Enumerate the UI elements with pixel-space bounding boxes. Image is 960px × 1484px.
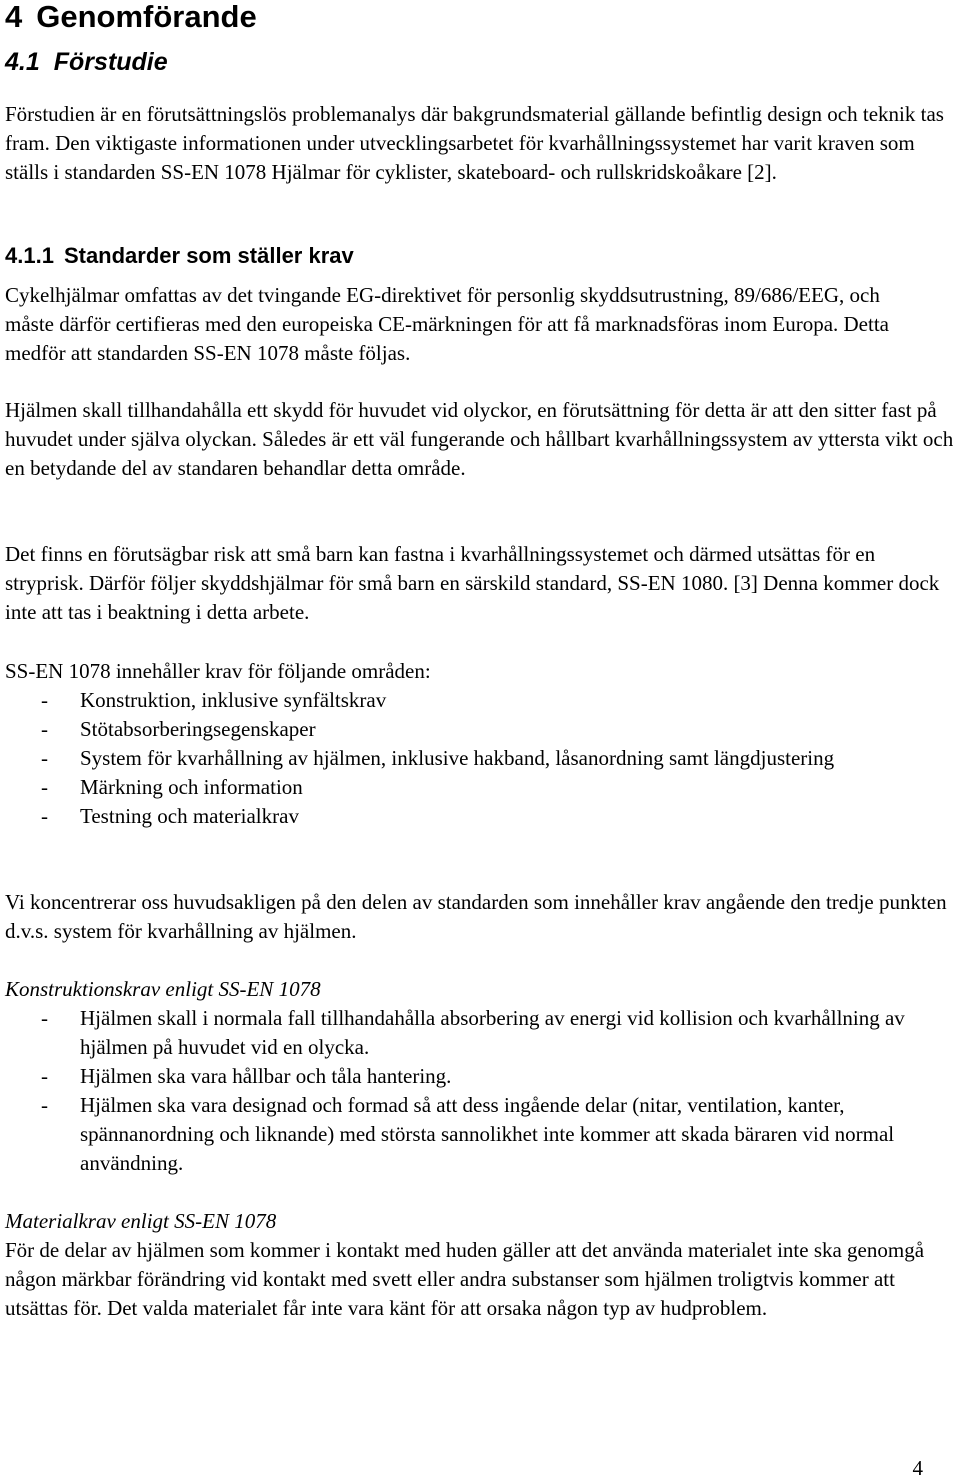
- list-item: [5, 715, 955, 744]
- list-dash: -: [41, 1006, 48, 1030]
- list-item-text: Hjälmen skall i normala fall tillhandahålla absorbering av energi vid kollision och kvarhållning av hjälmen på huvudet vid en olycka.: [80, 1006, 905, 1059]
- list-item: [5, 773, 955, 802]
- list-dash: -: [41, 717, 48, 741]
- document-page: [5, 0, 955, 1320]
- list-item: [5, 686, 955, 715]
- material-block: [5, 1207, 955, 1323]
- paragraph-ce-marking: Cykelhjälmar omfattas av det tvingande EG-direktivet för personlig skyddsutrustning, 89/686/EEG, och måste därför certifieras med den europeiska CE-märkningen för att få marknadsföras inom Europa. Detta medför att standarden SS-EN 1078 måste följas.: [5, 283, 889, 365]
- list-item-text: Testning och materialkrav: [80, 804, 299, 828]
- areas-intro: SS-EN 1078 innehåller krav för följande områden:: [5, 659, 431, 683]
- list-item: [5, 802, 955, 831]
- list-item-text: Konstruktion, inklusive synfältskrav: [80, 688, 387, 712]
- chapter-heading: [5, 0, 955, 34]
- list-item: [5, 1004, 915, 1062]
- page-number: 4: [912, 1456, 923, 1480]
- list-item-text: Hjälmen ska vara hållbar och tåla hantering.: [80, 1064, 452, 1088]
- section-paragraph: Förstudien är en förutsättningslös problemanalys där bakgrundsmaterial gällande befintlig design och teknik tas fram. Den viktigaste informationen under utvecklingsarbetet för kvarhållningssystemet har varit kraven som ställs i standarden SS-EN 1078 Hjälmar för cyklister, skateboard- och rullskridskoåkare [2].: [5, 102, 944, 184]
- paragraph-helmet-protection: Hjälmen skall tillhandahålla ett skydd för huvudet vid olyckor, en förutsättning för detta är att den sitter fast på huvudet under själva olyckan. Således är ett väl fungerande och hållbart kvarhållningssystem av yttersta vikt och en betydande del av standaren behandlar detta område.: [5, 398, 954, 480]
- subsection-heading: [5, 243, 354, 269]
- list-dash: -: [41, 775, 48, 799]
- paragraph-strangulation-risk: Det finns en förutsägbar risk att små barn kan fastna i kvarhållningssystemet och därmed utsättas för en stryprisk. Därför följer skyddshjälmar för små barn en särskild standard, SS-EN 1080. [3] Denna kommer dock inte att tas i beaktning i detta arbete.: [5, 542, 940, 624]
- list-dash: -: [41, 746, 48, 770]
- construction-heading: Konstruktionskrav enligt SS-EN 1078: [5, 977, 321, 1001]
- construction-list: [5, 1004, 955, 1178]
- areas-block: [5, 657, 955, 831]
- chapter-number: 4: [5, 0, 23, 34]
- list-item-text: System för kvarhållning av hjälmen, inklusive hakband, låsanordning samt längdjustering: [80, 746, 835, 770]
- subsection-number: 4.1.1: [5, 243, 54, 268]
- section-title: Förstudie: [53, 48, 168, 76]
- list-dash: -: [41, 688, 48, 712]
- list-dash: -: [41, 1093, 48, 1117]
- section-number: 4.1: [5, 48, 40, 76]
- list-dash: -: [41, 1064, 48, 1088]
- section-heading: [5, 48, 168, 76]
- list-dash: -: [41, 804, 48, 828]
- list-item-text: Hjälmen ska vara designad och formad så att dess ingående delar (nitar, ventilation, kanter, spännanordning och liknande) med största sannolikhet inte kommer att skada bäraren vid normal användning.: [80, 1093, 895, 1175]
- areas-list: [5, 686, 955, 831]
- construction-block: [5, 975, 955, 1178]
- list-item: [5, 744, 840, 773]
- list-item-text: Märkning och information: [80, 775, 303, 799]
- subsection-title: Standarder som ställer krav: [63, 243, 354, 268]
- material-heading: Materialkrav enligt SS-EN 1078: [5, 1209, 277, 1233]
- paragraph-material: För de delar av hjälmen som kommer i kontakt med huden gäller att det använda materialet inte ska genomgå någon märkbar förändring vid kontakt med svett eller andra substanser som hjälmen troligtvis kommer att utsättas för. Det valda materialet får inte vara känt för att orsaka någon typ av hudproblem.: [5, 1238, 925, 1320]
- paragraph-focus: Vi koncentrerar oss huvudsakligen på den delen av standarden som innehåller krav angående den tredje punkten d.v.s. system för kvarhållning av hjälmen.: [5, 890, 947, 943]
- list-item: [5, 1091, 945, 1178]
- list-item-text: Stötabsorberingsegenskaper: [80, 717, 316, 741]
- chapter-title: Genomförande: [36, 0, 257, 34]
- list-item: [5, 1062, 955, 1091]
